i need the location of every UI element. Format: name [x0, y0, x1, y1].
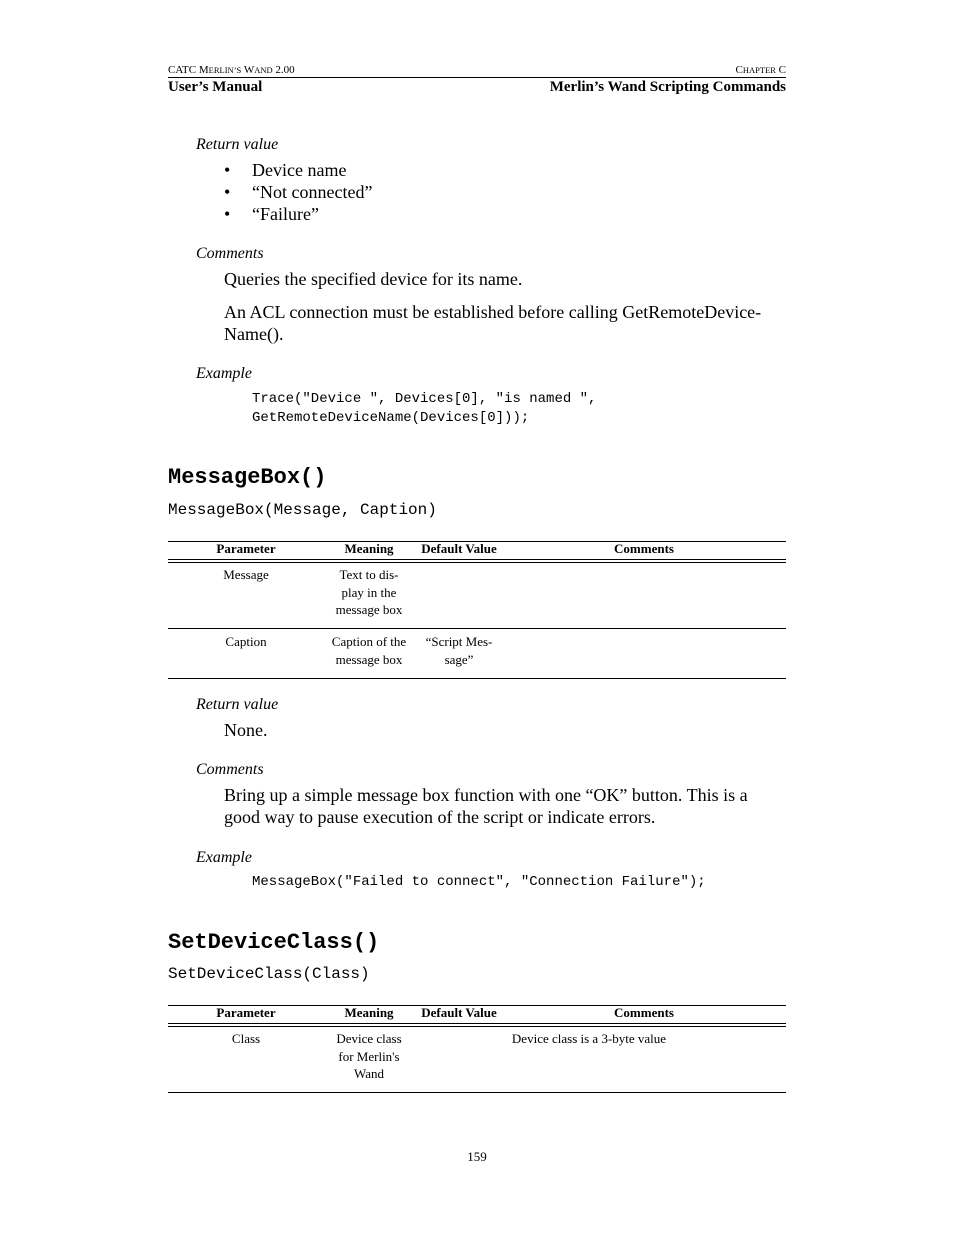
- example-label: Example: [196, 849, 252, 866]
- table-cell-meaning: Text to dis- play in the message box: [335, 567, 403, 617]
- column-header: Meaning: [344, 1005, 394, 1020]
- comment-text-line: good way to pause execution of the script or indicate errors.: [224, 807, 656, 827]
- function-title: MessageBox(): [168, 465, 327, 490]
- comment-text-line: Name().: [224, 324, 284, 344]
- header-product: CATC MERLIN’S WAND 2.00: [168, 64, 295, 76]
- header-rule: [168, 77, 786, 78]
- bullet-glyph: •: [224, 204, 231, 224]
- column-header: Comments: [614, 1005, 674, 1020]
- table-rule: [168, 1092, 786, 1093]
- code-line: MessageBox("Failed to connect", "Connection Failure");: [252, 874, 706, 890]
- bullet-glyph: •: [224, 182, 231, 202]
- document-page: CATC MERLIN’S WAND 2.00 CHAPTER C User’s Manual Merlin’s Wand Scripting Commands Return value • Device name • “Not connected” • “Failure” Comments Queries the specified device for its name. An ACL connection must be established before calling GetRemoteDevice- Name(). Example Trace("Device ", Devices[0], "is named ", GetRemoteDeviceName(Devices[0])); MessageBox() MessageBox(Message, Caption) Parameter Meaning Default Value Comments Message Text to dis- play in the message box Caption Caption of the message box “Script Mes- sage” Return value None. Comments Bring up a simple message box function with one “OK” button. This is a good way to pause execution of the script or indicate errors. Example MessageBox("Failed to connect", "Connection Failure"); SetDeviceClass() SetDeviceClass(Class) Parameter Meaning Default Value Comments Class Device class for Merlin's Wand Device class is a 3-byte value 159: [168, 64, 786, 1164]
- return-value-label: Return value: [196, 136, 279, 153]
- table-cell-parameter: Message: [223, 567, 269, 582]
- table-rule: [168, 678, 786, 679]
- table-cell-meaning: Caption of the message box: [331, 634, 407, 667]
- function-signature: SetDeviceClass(Class): [168, 965, 370, 983]
- header-section: Merlin’s Wand Scripting Commands: [549, 79, 786, 95]
- column-header: Default Value: [421, 1005, 497, 1020]
- table-cell-comments: Device class is a 3-byte value: [511, 1031, 667, 1046]
- column-header: Comments: [614, 541, 674, 556]
- table-rule: [168, 1023, 786, 1024]
- code-line: Trace("Device ", Devices[0], "is named ",: [252, 391, 597, 407]
- table-cell-parameter: Caption: [225, 634, 267, 649]
- header-manual: User’s Manual: [168, 79, 263, 95]
- comment-text-line: Bring up a simple message box function with one “OK” button. This is a: [224, 785, 748, 805]
- table-cell-default: “Script Mes- sage”: [425, 634, 493, 667]
- table-rule: [168, 628, 786, 629]
- table-rule: [168, 559, 786, 560]
- column-header: Meaning: [344, 541, 394, 556]
- page-number: 159: [467, 1149, 487, 1164]
- comment-text: Queries the specified device for its name.: [224, 269, 523, 289]
- parameter-table: [168, 541, 786, 679]
- comments-label: Comments: [196, 245, 264, 262]
- table-cell-meaning: Device class for Merlin's Wand: [336, 1031, 402, 1081]
- table-rule: [168, 562, 786, 563]
- function-signature: MessageBox(Message, Caption): [168, 501, 437, 519]
- header-chapter: CHAPTER C: [735, 64, 786, 76]
- code-line: GetRemoteDeviceName(Devices[0]));: [252, 410, 530, 426]
- parameter-table: [168, 1005, 786, 1093]
- bullet-glyph: •: [224, 160, 231, 180]
- function-title: SetDeviceClass(): [168, 930, 380, 955]
- column-header: Parameter: [216, 541, 276, 556]
- table-cell-parameter: Class: [231, 1031, 261, 1046]
- comments-label: Comments: [196, 761, 264, 778]
- column-header: Default Value: [421, 541, 497, 556]
- example-label: Example: [196, 365, 252, 382]
- table-rule: [168, 1026, 786, 1027]
- return-value-label: Return value: [196, 696, 279, 713]
- return-value-text: None.: [224, 720, 268, 740]
- comment-text-line: An ACL connection must be established before calling GetRemoteDevice-: [224, 302, 762, 322]
- column-header: Parameter: [216, 1005, 276, 1020]
